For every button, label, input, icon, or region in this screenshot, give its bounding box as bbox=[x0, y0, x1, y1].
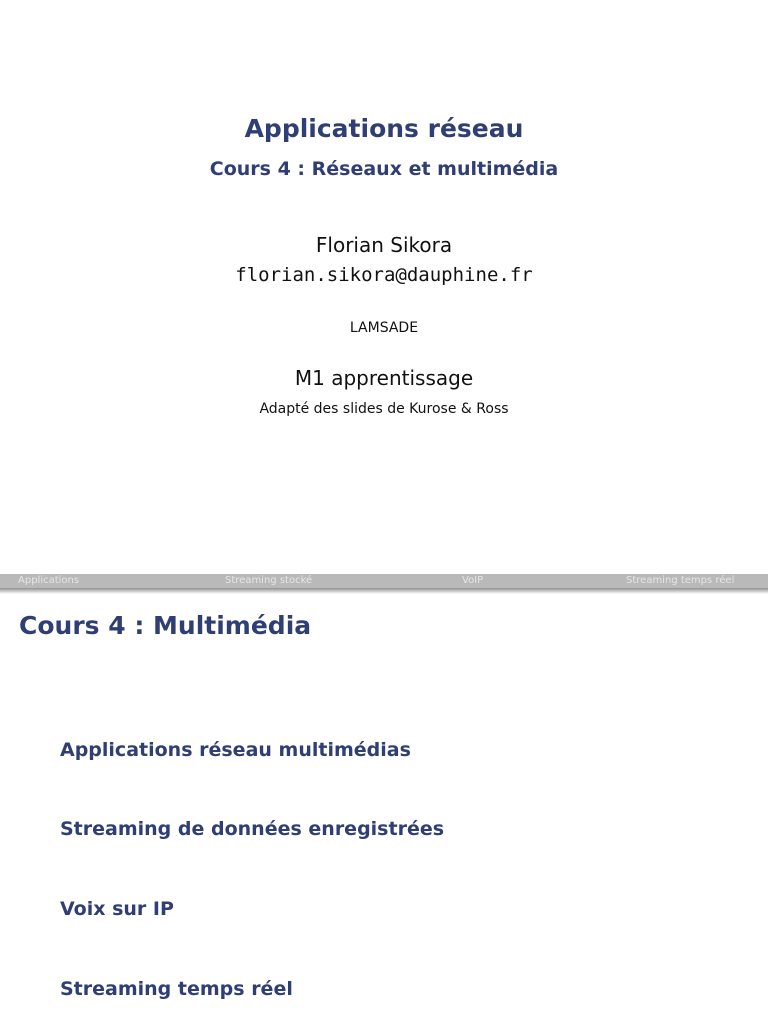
author-name: Florian Sikora bbox=[315, 233, 453, 257]
navigation-bar-shadow bbox=[0, 588, 768, 594]
outline-item-voix-sur-ip[interactable]: Voix sur IP bbox=[60, 898, 174, 920]
author-email: florian.sikora@dauphine.fr bbox=[235, 264, 533, 286]
nav-item-streaming-temps-reel[interactable]: Streaming temps réel bbox=[626, 575, 735, 586]
section-navigation-bar bbox=[0, 574, 768, 588]
presentation-title: Applications réseau bbox=[244, 114, 524, 143]
institute-name: LAMSADE bbox=[349, 320, 419, 336]
outline-item-applications[interactable]: Applications réseau multimédias bbox=[60, 739, 411, 761]
outline-item-streaming-temps-reel[interactable]: Streaming temps réel bbox=[60, 978, 293, 1000]
course-name: M1 apprentissage bbox=[294, 366, 474, 390]
nav-item-applications[interactable]: Applications bbox=[18, 575, 80, 586]
presentation-subtitle: Cours 4 : Réseaux et multimédia bbox=[209, 158, 559, 180]
outline-title: Cours 4 : Multimédia bbox=[19, 611, 312, 640]
nav-item-voip[interactable]: VoIP bbox=[462, 575, 484, 586]
nav-item-streaming-stocke[interactable]: Streaming stocké bbox=[225, 575, 313, 586]
outline-item-streaming-enregistre[interactable]: Streaming de données enregistrées bbox=[60, 818, 445, 840]
attribution-note: Adapté des slides de Kurose & Ross bbox=[259, 401, 509, 417]
